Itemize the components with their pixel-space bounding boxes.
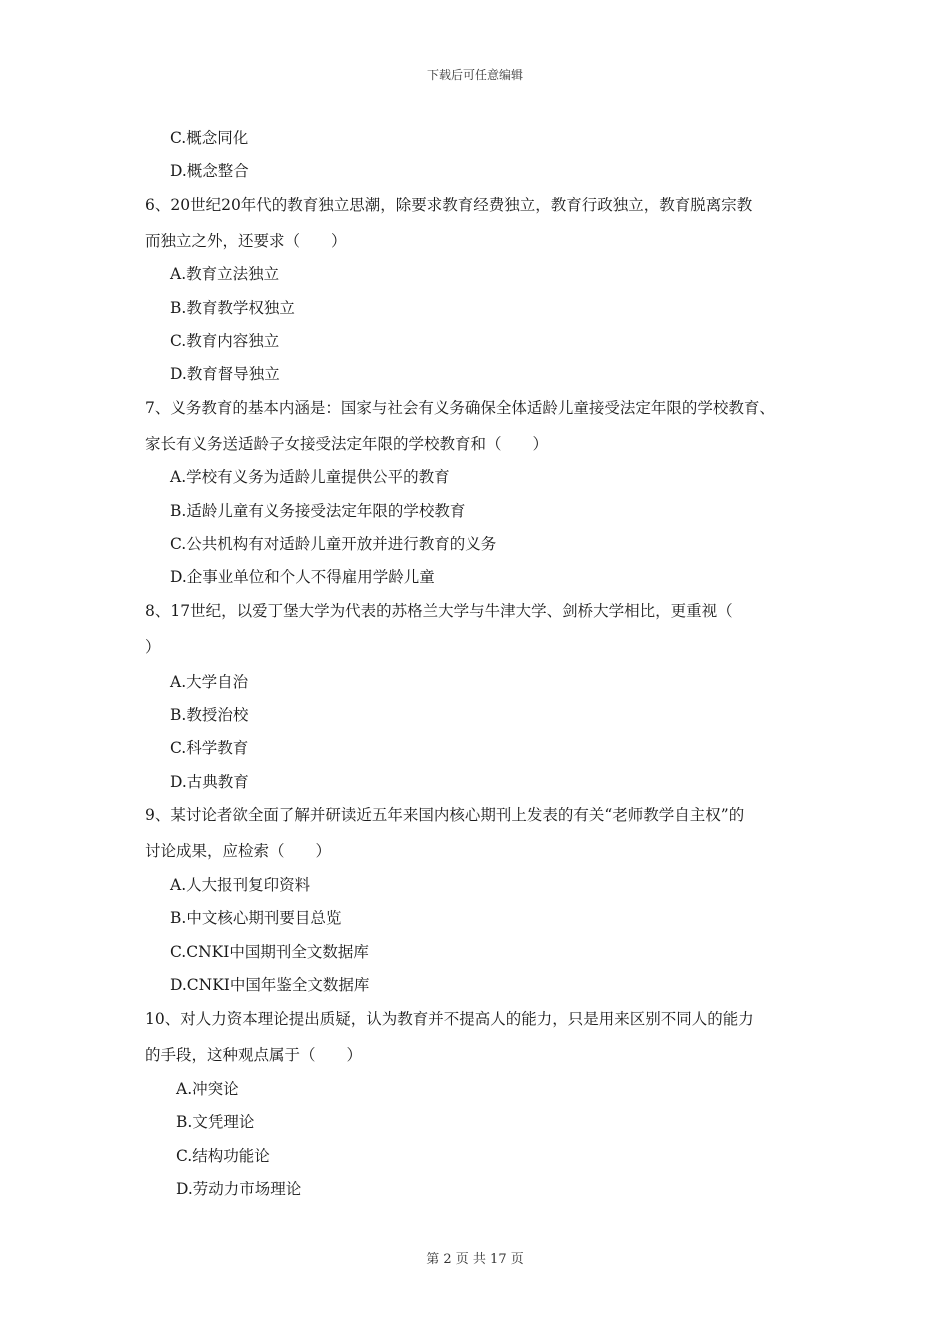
option-text: D.教育督导独立 [170,365,280,383]
option-text: C.科学教育 [170,739,249,757]
question-text: 8、17世纪，以爱丁堡大学为代表的苏格兰大学与牛津大学、剑桥大学相比，更重视（ [145,602,733,620]
option-text: D.CNKI中国年鉴全文数据库 [170,976,370,994]
option-text: D.企事业单位和个人不得雇用学龄儿童 [170,568,435,586]
option-text: C.教育内容独立 [170,332,280,350]
question-text: ） [145,638,161,656]
option-text: A.教育立法独立 [170,265,280,283]
option-text: B.教育教学权独立 [170,299,295,317]
option-text: D.古典教育 [170,773,249,791]
question-text: 家长有义务送适龄子女接受法定年限的学校教育和（ ） [145,435,549,453]
question-text: 6、20世纪20年代的教育独立思潮，除要求教育经费独立，教育行政独立，教育脱离宗教 [145,196,753,214]
question-text: 的手段，这种观点属于（ ） [145,1046,363,1064]
option-text: C.结构功能论 [176,1147,270,1165]
question-text: 而独立之外，还要求（ ） [145,232,347,250]
question-text: 7、义务教育的基本内涵是：国家与社会有义务确保全体适龄儿童接受法定年限的学校教育、 [145,399,775,417]
option-text: A.大学自治 [170,673,249,691]
option-text: B.中文核心期刊要目总览 [170,909,342,927]
option-text: C.公共机构有对适龄儿童开放并进行教育的义务 [170,535,497,553]
question-text: 9、某讨论者欲全面了解并研读近五年来国内核心期刊上发表的有关“老师教学自主权”的 [145,806,745,824]
question-text: 10、对人力资本理论提出质疑，认为教育并不提高人的能力，只是用来区别不同人的能力 [145,1010,754,1028]
option-text: A.冲突论 [176,1080,239,1098]
option-text: B.适龄儿童有义务接受法定年限的学校教育 [170,502,466,520]
option-text: C.CNKI中国期刊全文数据库 [170,943,369,961]
option-text: D.概念整合 [170,162,249,180]
page-footer: 第 2 页 共 17 页 [426,1252,524,1267]
question-text: 讨论成果，应检索（ ） [145,842,332,860]
option-text: A.人大报刊复印资料 [170,876,311,894]
option-text: C.概念同化 [170,129,249,147]
page-header: 下载后可任意编辑 [426,68,523,82]
option-text: B.教授治校 [170,706,249,724]
option-text: A.学校有义务为适龄儿童提供公平的教育 [170,468,450,486]
option-text: B.文凭理论 [176,1113,255,1131]
option-text: D.劳动力市场理论 [176,1180,302,1198]
